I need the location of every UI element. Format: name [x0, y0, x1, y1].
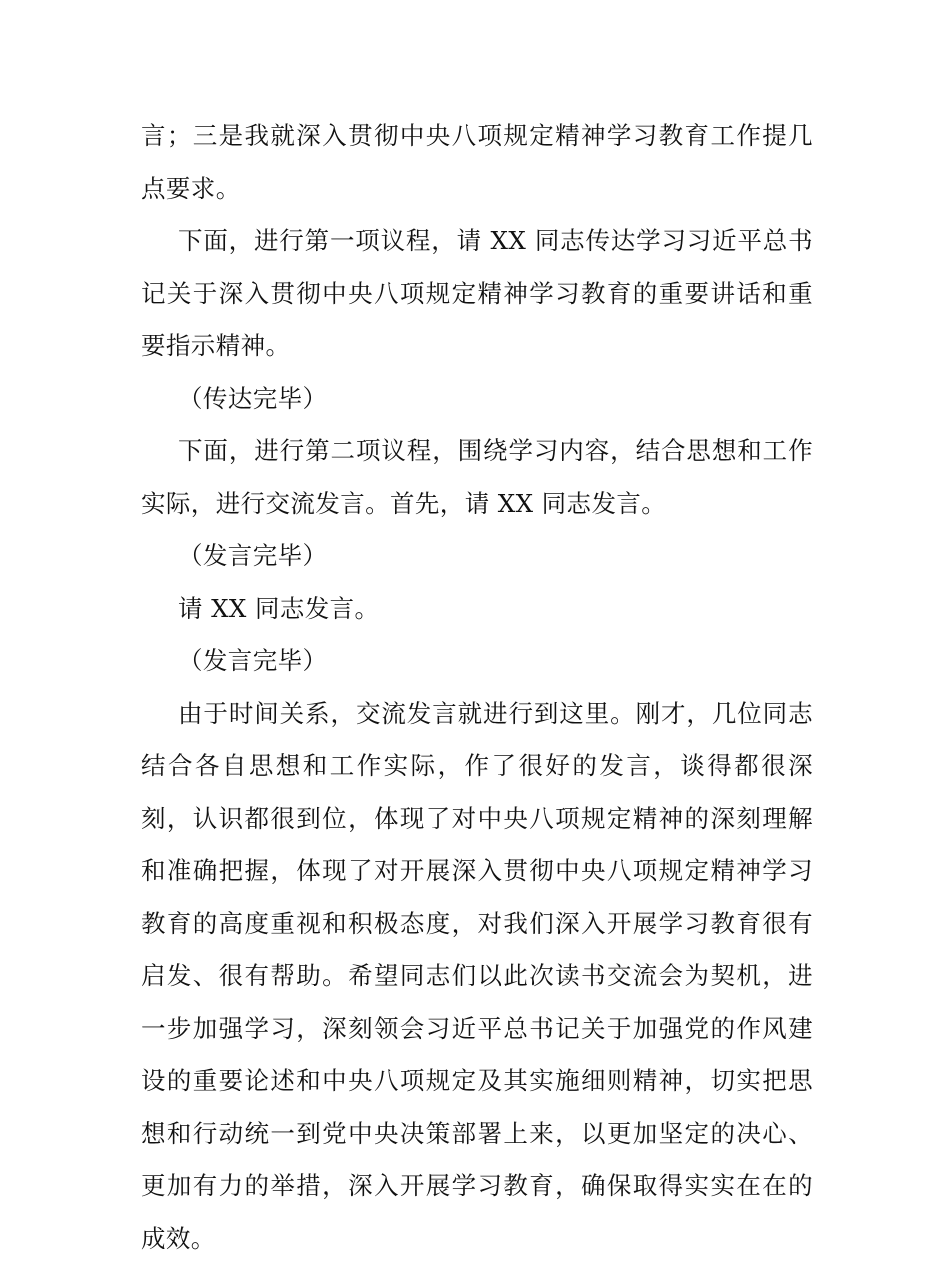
- paragraph-second-agenda: 下面，进行第二项议程，围绕学习内容，结合思想和工作实际，进行交流发言。首先，请 XX 同志发言。: [141, 425, 813, 530]
- paragraph-stage-note-relay-done: （传达完毕）: [141, 373, 813, 426]
- paragraph-summary: 由于时间关系，交流发言就进行到这里。刚才，几位同志结合各自思想和工作实际，作了很好的发言，谈得都很深刻，认识都很到位，体现了对中央八项规定精神的深刻理解和准确把握，体现了对开展深入贯彻中央八项规定精神学习教育的高度重视和积极态度，对我们深入开展学习教育很有启发、很有帮助。希望同志们以此次读书交流会为契机，进一步加强学习，深刻领会习近平总书记关于加强党的作风建设的重要论述和中央八项规定及其实施细则精神，切实把思想和行动统一到党中央决策部署上来，以更加坚定的决心、更加有力的举措，深入开展学习教育，确保取得实实在在的成效。: [141, 688, 813, 1265]
- paragraph-stage-note-speech-done-1: （发言完毕）: [141, 530, 813, 583]
- paragraph-first-agenda: 下面，进行第一项议程，请 XX 同志传达学习习近平总书记关于深入贯彻中央八项规定精神学习教育的重要讲话和重要指示精神。: [141, 215, 813, 373]
- document-body: [141, 110, 813, 1265]
- paragraph-next-speaker: 请 XX 同志发言。: [141, 583, 813, 636]
- paragraph-stage-note-speech-done-2: （发言完毕）: [141, 635, 813, 688]
- paragraph-continuation: 言；三是我就深入贯彻中央八项规定精神学习教育工作提几点要求。: [141, 110, 813, 215]
